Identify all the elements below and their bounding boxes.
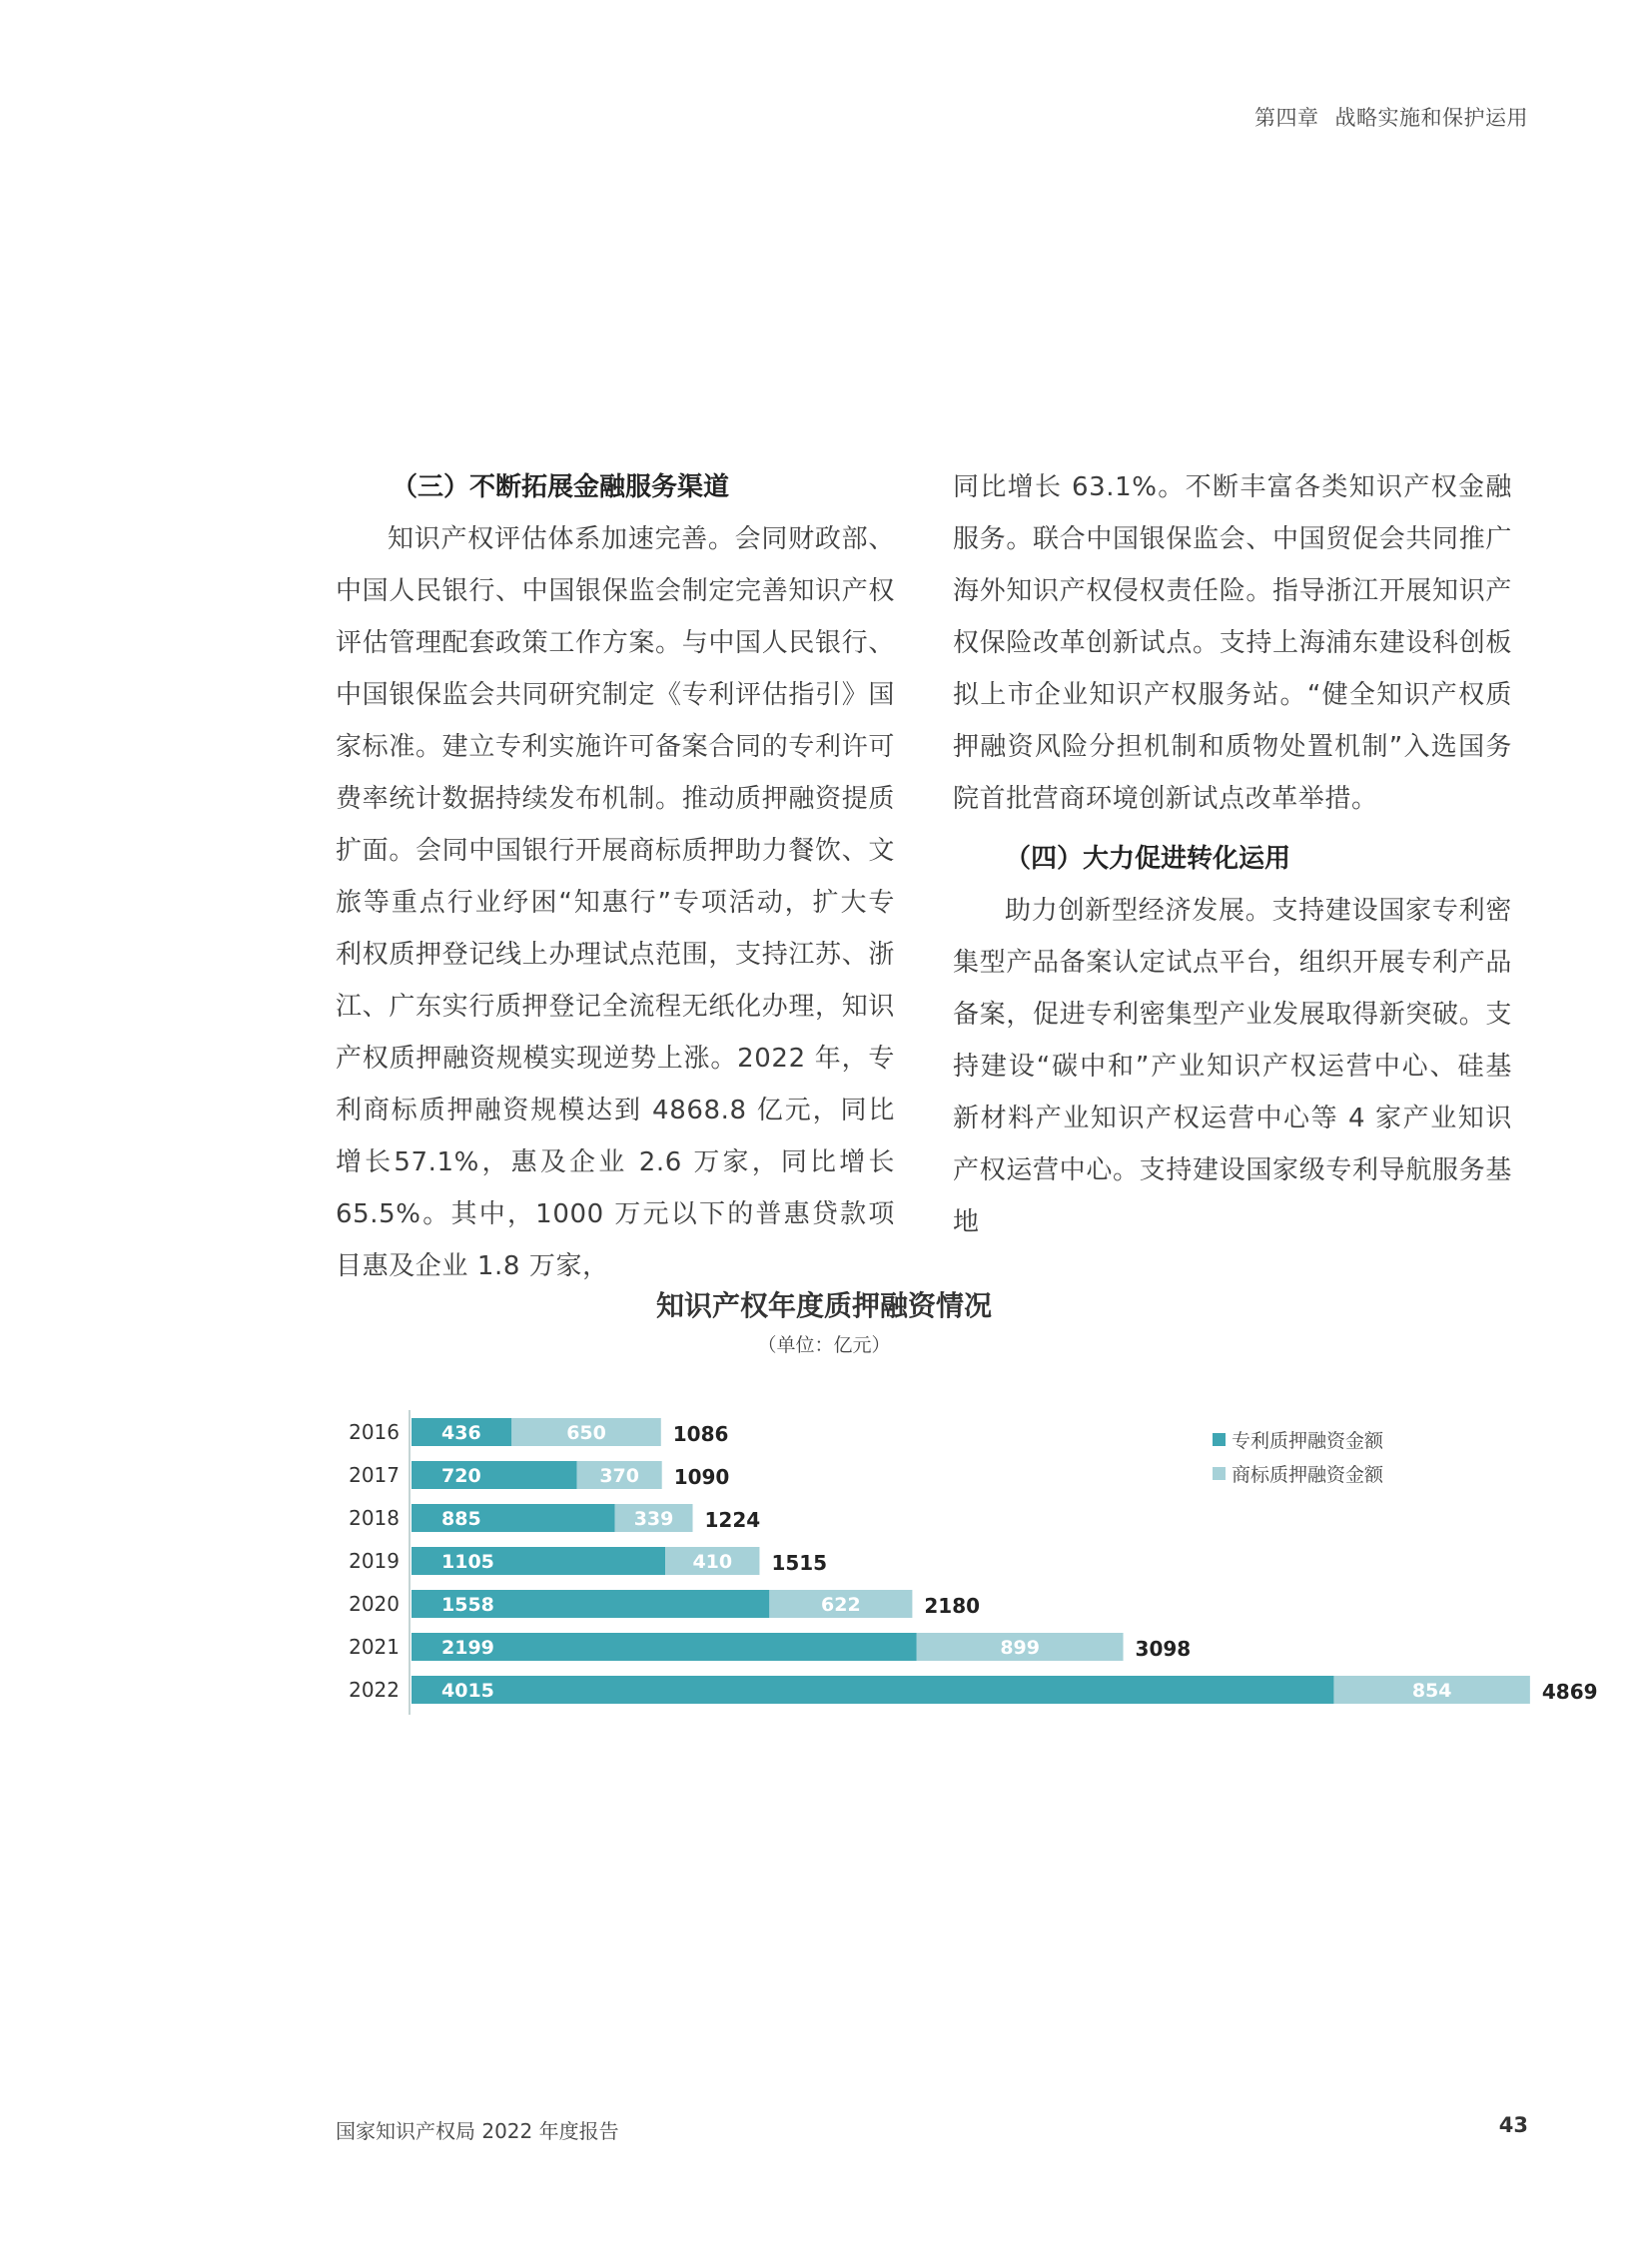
data-label-patent: 2199 xyxy=(441,1637,494,1659)
section-heading-transfer: （四）大力促进转化运用 xyxy=(1005,844,1291,874)
data-label-trademark: 650 xyxy=(566,1422,606,1444)
pledge-financing-chart xyxy=(330,1398,1598,1748)
data-label-patent: 436 xyxy=(441,1422,481,1444)
body-paragraph-continued: 同比增长 63.1%。不断丰富各类知识产权金融服务。联合中国银保监会、中国贸促会共同推广海外知识产权侵权责任险。指导浙江开展知识产权保险改革创新试点。支持上海浦东建设科创板拟上市企业知识产权服务站。“健全知识产权质押融资风险分担机制和质物处置机制”入选国务院首批营商环境创新试点改革举措。 xyxy=(953,472,1512,814)
data-label-trademark: 370 xyxy=(599,1465,639,1487)
legend-swatch-trademark xyxy=(1213,1467,1226,1480)
data-label-total: 2180 xyxy=(924,1594,981,1618)
data-label-trademark: 622 xyxy=(821,1594,861,1616)
bar-patent xyxy=(412,1461,577,1489)
body-paragraph: 知识产权评估体系加速完善。会同财政部、中国人民银行、中国银保监会制定完善知识产权评估管理配套政策工作方案。与中国人民银行、中国银保监会共同研究制定《专利评估指引》国家标准。建立专利实施许可备案合同的专利许可费率统计数据持续发布机制。推动质押融资提质扩面。会同中国银行开展商标质押助力餐饮、文旅等重点行业纾困“知惠行”专项活动，扩大专利权质押登记线上办理试点范围，支持江苏、浙江、广东实行质押登记全流程无纸化办理，知识产权质押融资规模实现逆势上涨。2022 年，专利商标质押融资规模达到 4868.8 亿元，同比增长57.1%，惠及企业 2.6 万家，同比增长65.5%。其中，1000 万元以下的普惠贷款项目惠及企业 1.8 万家， xyxy=(336,524,895,1281)
legend-item-patent xyxy=(1213,1422,1383,1456)
category-label: 2021 xyxy=(349,1635,400,1659)
category-label: 2018 xyxy=(349,1506,400,1530)
data-label-total: 1090 xyxy=(673,1465,730,1489)
running-header xyxy=(1254,102,1528,132)
category-label: 2020 xyxy=(349,1592,400,1616)
category-label: 2016 xyxy=(349,1420,400,1444)
data-label-trademark: 899 xyxy=(1000,1637,1040,1659)
page-number: 43 xyxy=(1498,2113,1528,2137)
bar-patent xyxy=(412,1676,1333,1704)
data-label-total: 1224 xyxy=(704,1508,761,1532)
data-label-total: 1515 xyxy=(771,1551,828,1575)
section-label: 战略实施和保护运用 xyxy=(1334,106,1528,130)
legend-item-trademark xyxy=(1213,1456,1383,1490)
right-column xyxy=(953,461,1512,1248)
data-label-patent: 4015 xyxy=(441,1680,494,1702)
category-label: 2017 xyxy=(349,1463,400,1487)
chart-subtitle: （单位：亿元） xyxy=(757,1334,891,1356)
data-label-trademark: 339 xyxy=(633,1508,674,1530)
legend-swatch-patent xyxy=(1213,1433,1226,1446)
body-paragraph: 助力创新型经济发展。支持建设国家专利密集型产品备案认定试点平台，组织开展专利产品备案，促进专利密集型产业发展取得新突破。支持建设“碳中和”产业知识产权运营中心、硅基新材料产业知识产权运营中心等 4 家产业知识产权运营中心。支持建设国家级专利导航服务基地 xyxy=(953,896,1512,1237)
data-label-patent: 720 xyxy=(441,1465,481,1487)
category-label: 2022 xyxy=(349,1678,400,1702)
legend-label-patent: 专利质押融资金额 xyxy=(1232,1429,1384,1452)
data-label-trademark: 410 xyxy=(692,1551,733,1573)
footer-report-title: 国家知识产权局 2022 年度报告 xyxy=(336,2119,619,2143)
data-label-trademark: 854 xyxy=(1411,1680,1452,1702)
category-label: 2019 xyxy=(349,1549,400,1573)
data-label-patent: 1105 xyxy=(441,1551,494,1573)
chart-title: 知识产权年度质押融资情况 xyxy=(655,1289,992,1322)
chapter-label: 第四章 xyxy=(1254,106,1319,130)
left-column xyxy=(336,461,895,1292)
data-label-total: 1086 xyxy=(672,1422,729,1446)
legend-label-trademark: 商标质押融资金额 xyxy=(1232,1463,1384,1486)
chart-legend xyxy=(1213,1422,1383,1490)
section-heading-finance: （三）不断拓展金融服务渠道 xyxy=(392,472,730,502)
data-label-patent: 1558 xyxy=(441,1594,494,1616)
data-label-total: 3098 xyxy=(1135,1637,1192,1661)
data-label-patent: 885 xyxy=(441,1508,481,1530)
data-label-total: 4869 xyxy=(1541,1680,1598,1704)
